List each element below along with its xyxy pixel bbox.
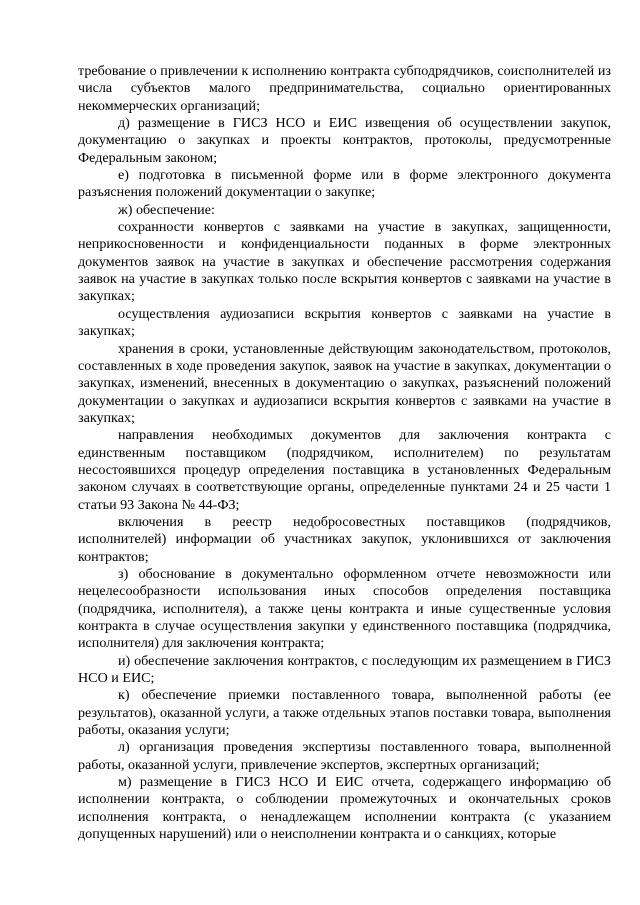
paragraph-item-k: к) обеспечение приемки поставленного товара, выполненной работы (ее результатов), оказанной услуги, а также отдельных этапов поставки товара, выполнения работы, оказания услуги; [78,687,611,739]
paragraph-item-e: е) подготовка в письменной форме или в форме электронного документа разъяснения положений документации о закупке; [78,167,611,201]
paragraph-registry: включения в реестр недобросовестных поставщиков (подрядчиков, исполнителей) информации об участниках закупок, уклонившихся от заключения контрактов; [78,513,611,565]
paragraph-continuation: требование о привлечении к исполнению контракта субподрядчиков, соисполнителей из числа субъектов малого предпринимательства, социально ориентированных некоммерческих организаций; [78,63,611,114]
paragraph-storage: хранения в сроки, установленные действующим законодательством, протоколов, составленных в ходе проведения закупок, заявок на участие в закупках, документации о закупках, изменений, внесенных в документацию о закупках, разъяснений положений документации о закупках и аудиозаписи вскрытия конвертов с заявками на участие в закупках; [78,340,611,426]
paragraph-item-m: м) размещение в ГИСЗ НСО И ЕИС отчета, содержащего информацию об исполнении контракта, о соблюдении промежуточных и окончательных сроков исполнения контракта, о ненадлежащем исполнении контракта (с указанием допущенных нарушений) или о неисполнении контракта и о санкциях, которые [78,774,611,843]
paragraph-safekeeping: сохранности конвертов с заявками на участие в закупках, защищенности, неприкосновенности и конфиденциальности поданных в форме электронных документов заявок на участие в закупках и обеспечение рассмотрения содержания заявок на участие в закупках только после вскрытия конвертов с заявками на участие в закупках; [78,219,611,305]
paragraph-item-d: д) размещение в ГИСЗ НСО и ЕИС извещения об осуществлении закупок, документацию о закупках и проекты контрактов, протоколы, предусмотренные Федеральным законом; [78,115,611,166]
paragraph-item-i: и) обеспечение заключения контрактов, с последующим их размещением в ГИСЗ НСО и ЕИС; [78,652,611,687]
paragraph-item-l: л) организация проведения экспертизы поставленного товара, выполненной работы, оказанной услуги, привлечение экспертов, экспертных организаций; [78,739,611,773]
paragraph-sending-documents: направления необходимых документов для заключения контракта с единственным поставщиком (подрядчиком, исполнителем) по результатам несостоявшихся процедур определения поставщика в установленных Федеральным законом случаях в соответствующие органы, определенные пунктами 24 и 25 части 1 статьи 93 Закона № 44-ФЗ; [78,427,611,513]
paragraph-item-z: з) обоснование в документально оформленном отчете невозможности или нецелесообразности использования иных способов определения поставщика (подрядчика, исполнителя), а также цены контракта и иные существенные условия контракта в случае осуществления закупки у единственного поставщика (подрядчика, исполнителя) для заключения контракта; [78,565,611,652]
document-body [78,63,611,843]
paragraph-audio-recording: осуществления аудиозаписи вскрытия конвертов с заявками на участие в закупках; [78,305,611,340]
paragraph-item-zh: ж) обеспечение: [118,201,215,218]
